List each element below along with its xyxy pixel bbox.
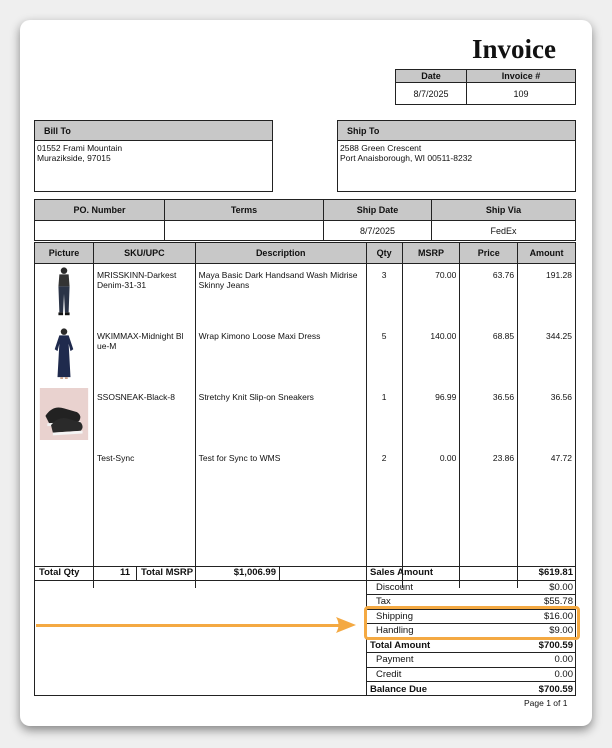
item-msrp: 0.00	[402, 447, 460, 588]
invoice-date: 8/7/2025	[395, 82, 467, 105]
ship-to-header: Ship To	[337, 120, 576, 141]
item-qty: 1	[366, 386, 402, 447]
dress-image	[35, 325, 94, 386]
credit-row	[366, 668, 576, 683]
ship-date: 8/7/2025	[323, 220, 432, 241]
sales-amount: $619.81	[538, 567, 573, 579]
total-amount-row	[366, 639, 576, 654]
table-row	[35, 386, 576, 447]
bill-to-line2: Murazikside, 97015	[37, 153, 111, 163]
ship-to-line1: 2588 Green Crescent	[340, 143, 422, 153]
col-description: Description	[195, 243, 366, 264]
item-description: Maya Basic Dark Handsand Wash Midrise Skinny Jeans	[195, 264, 366, 325]
total-amount-label: Total Amount	[370, 639, 431, 651]
terms-header: Terms	[164, 199, 324, 221]
item-msrp: 140.00	[402, 325, 460, 386]
item-description: Wrap Kimono Loose Maxi Dress	[195, 325, 366, 386]
tax-label: Tax	[376, 596, 391, 608]
payment-label: Payment	[376, 654, 414, 666]
item-price: 68.85	[460, 325, 518, 386]
item-msrp: 96.99	[402, 386, 460, 447]
total-msrp-label: Total MSRP	[141, 567, 194, 578]
total-qty: 11	[119, 567, 130, 578]
jeans-image-svg	[38, 266, 90, 318]
sneakers-image	[35, 386, 94, 447]
po-number	[34, 220, 165, 241]
items-table	[34, 242, 576, 588]
ship-via: FedEx	[431, 220, 576, 241]
discount-label: Discount	[376, 581, 413, 593]
item-qty: 3	[366, 264, 402, 325]
item-price: 23.86	[460, 447, 518, 588]
invoice-title: Invoice	[472, 34, 556, 64]
bill-to-line1: 01552 Frami Mountain	[37, 143, 123, 153]
col-qty: Qty	[366, 243, 402, 264]
bill-to-box	[34, 140, 273, 192]
invoice-number: 109	[466, 82, 576, 105]
highlight-box	[364, 606, 580, 640]
col-amount: Amount	[518, 243, 576, 264]
tax: $55.78	[543, 596, 573, 608]
item-sku: SSOSNEAK-Black-8	[94, 386, 196, 447]
item-description: Stretchy Knit Slip-on Sneakers	[195, 386, 366, 447]
jeans-image	[35, 264, 94, 325]
invoice-number-header: Invoice #	[466, 69, 576, 83]
ship-to-line2: Port Anaisborough, WI 00511-8232	[340, 153, 473, 163]
sales-amount-row	[366, 566, 576, 581]
table-row	[35, 325, 576, 386]
col-sku: SKU/UPC	[94, 243, 196, 264]
bill-to-header: Bill To	[34, 120, 273, 141]
table-row	[35, 264, 576, 325]
highlight-arrowhead-icon	[334, 615, 358, 635]
discount-row	[366, 581, 576, 596]
item-price: 36.56	[460, 386, 518, 447]
ship-date-header: Ship Date	[323, 199, 432, 221]
po-number-header: PO. Number	[34, 199, 165, 221]
item-amount: 36.56	[518, 386, 576, 447]
total-amount: $700.59	[538, 639, 573, 651]
total-msrp: $1,006.99	[233, 567, 276, 578]
col-msrp: MSRP	[402, 243, 460, 264]
col-picture: Picture	[35, 243, 94, 264]
balance-due: $700.59	[538, 683, 573, 695]
ship-via-header: Ship Via	[431, 199, 576, 221]
balance-due-row	[366, 682, 576, 697]
item-price: 63.76	[460, 264, 518, 325]
dress-image-svg	[38, 327, 90, 379]
items-header-row	[35, 243, 576, 264]
col-price: Price	[460, 243, 518, 264]
handling-label: Handling	[376, 625, 414, 637]
item-sku: MRISSKINN-Darkest Denim-31-31	[94, 264, 196, 325]
highlight-arrow-line	[36, 624, 340, 627]
date-header: Date	[395, 69, 467, 83]
notes-area	[34, 580, 366, 696]
item-amount: 191.28	[518, 264, 576, 325]
item-amount: 344.25	[518, 325, 576, 386]
shipping: $16.00	[543, 610, 573, 622]
shipping-label: Shipping	[376, 610, 413, 622]
payment-row	[366, 653, 576, 668]
handling: $9.00	[549, 625, 573, 637]
item-msrp: 70.00	[402, 264, 460, 325]
page-number: Page 1 of 1	[524, 698, 568, 708]
item-description: Test for Sync to WMS	[195, 447, 366, 588]
total-qty-label: Total Qty	[39, 567, 80, 578]
item-amount: 47.72	[518, 447, 576, 588]
ship-to-box	[337, 140, 576, 192]
payment: 0.00	[554, 654, 573, 666]
credit: 0.00	[554, 668, 573, 680]
item-sku: Test-Sync	[94, 447, 196, 588]
item-qty: 5	[366, 325, 402, 386]
credit-label: Credit	[376, 668, 402, 680]
item-sku: WKIMMAX-Midnight Bl ue-M	[94, 325, 196, 386]
sales-amount-label: Sales Amount	[370, 567, 433, 579]
discount: $0.00	[549, 581, 573, 593]
balance-due-label: Balance Due	[370, 683, 428, 695]
terms	[164, 220, 324, 241]
item-qty: 2	[366, 447, 402, 588]
sneakers-image-svg	[38, 388, 90, 440]
